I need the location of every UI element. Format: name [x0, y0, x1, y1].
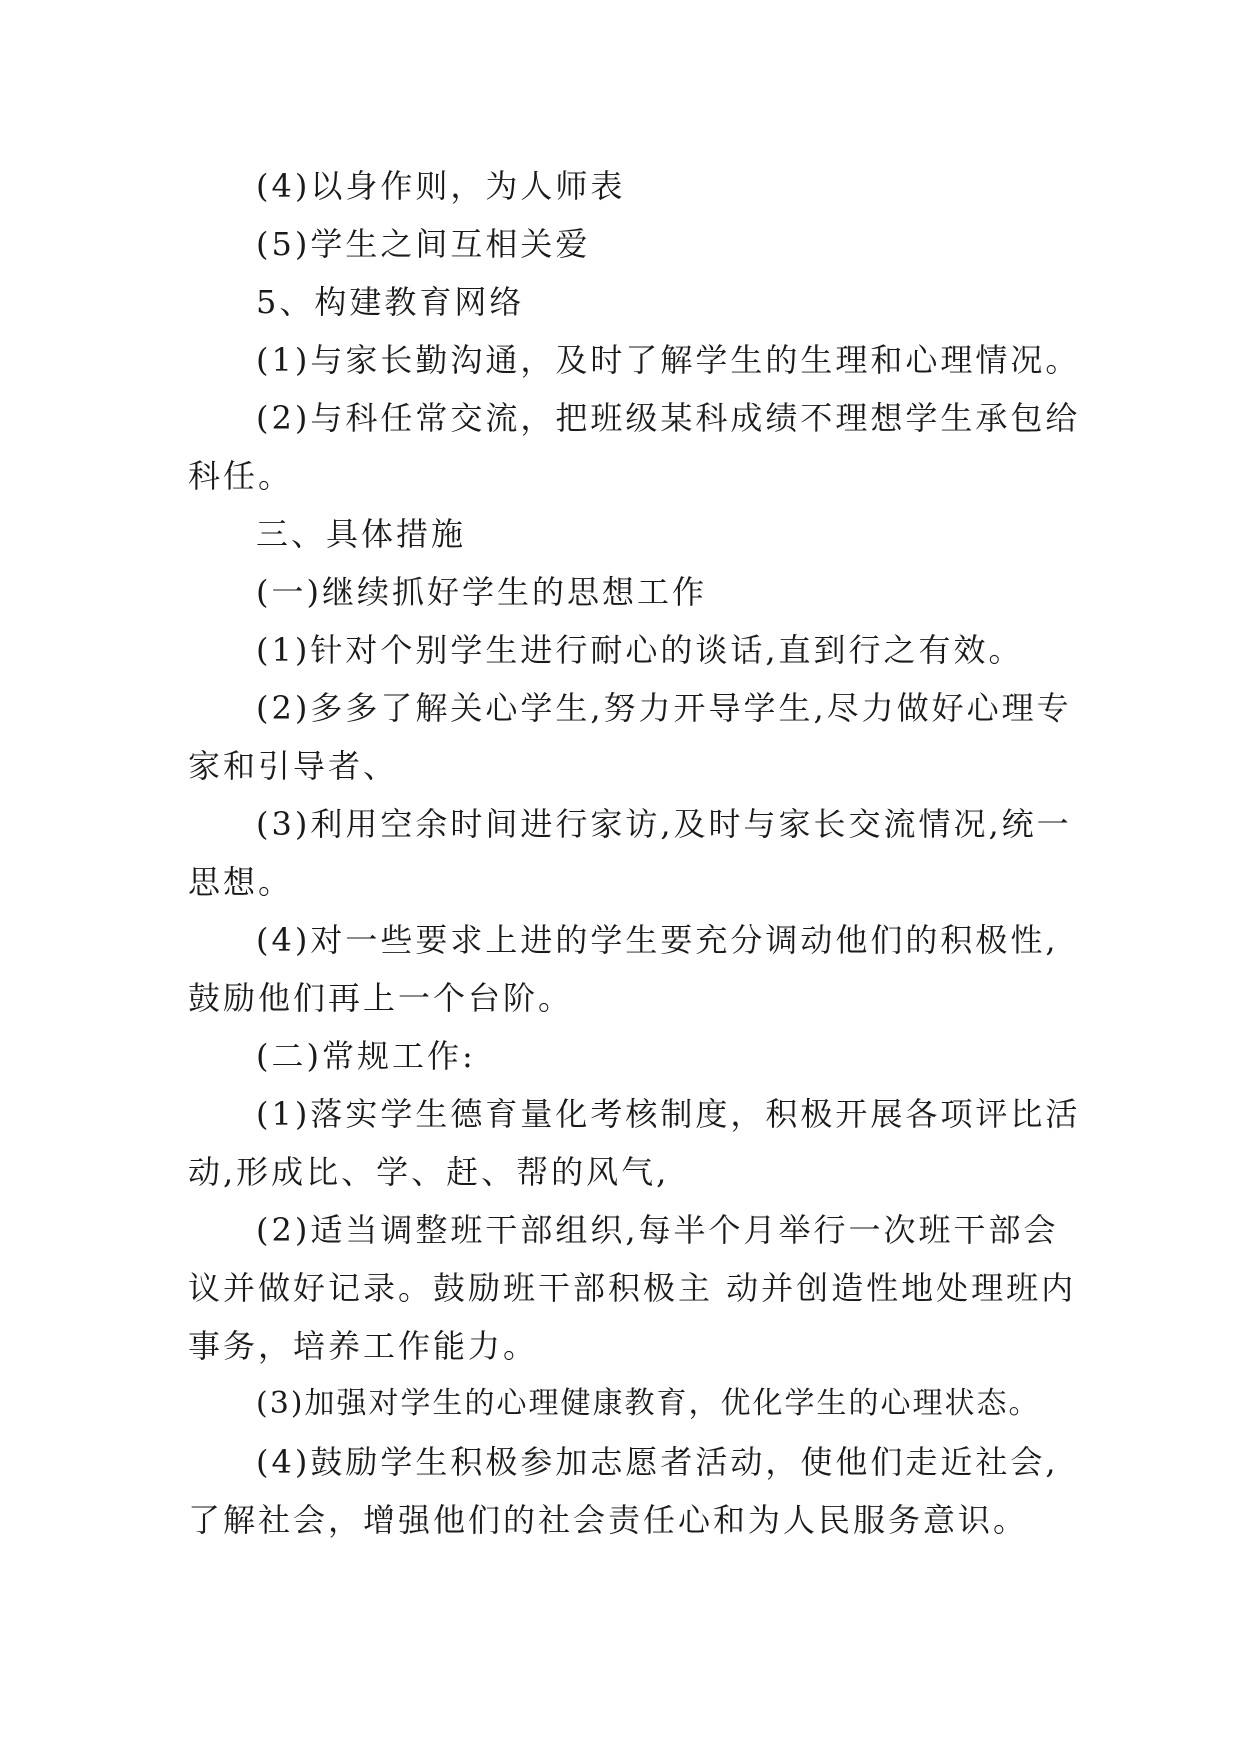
text-line: (1)针对个别学生进行耐心的谈话,直到行之有效。 [256, 631, 1024, 669]
text-line: (4)鼓励学生积极参加志愿者活动，使他们走近社会, [256, 1443, 1059, 1481]
section-heading: 三、具体措施 [256, 515, 467, 553]
text-line: 思想。 [188, 863, 294, 901]
text-line: (1)落实学生德育量化考核制度，积极开展各项评比活 [256, 1095, 1081, 1133]
text-line: 家和引导者、 [188, 747, 399, 785]
text-line: 科任。 [188, 457, 294, 495]
text-line: 动,形成比、学、赶、帮的风气, [188, 1153, 670, 1191]
subsection-heading: (二)常规工作: [256, 1037, 476, 1075]
text-line: (1)与家长勤沟通，及时了解学生的生理和心理情况。 [256, 341, 1081, 379]
text-line: (4)以身作则，为人师表 [256, 167, 626, 205]
text-line: 了解社会，增强他们的社会责任心和为人民服务意识。 [188, 1501, 1029, 1539]
text-line: (2)适当调整班干部组织,每半个月举行一次班干部会 [256, 1211, 1059, 1249]
text-line: (3)利用空余时间进行家访,及时与家长交流情况,统一 [256, 805, 1072, 843]
text-line: 鼓励他们再上一个台阶。 [188, 979, 574, 1017]
text-line: (3)加强对学生的心理健康教育，优化学生的心理状态。 [256, 1386, 1041, 1421]
text-line: 事务，培养工作能力。 [188, 1327, 539, 1365]
text-line: (4)对一些要求上进的学生要充分调动他们的积极性, [256, 921, 1059, 959]
text-line: (2)与科任常交流，把班级某科成绩不理想学生承包给 [256, 399, 1081, 437]
subsection-heading: (一)继续抓好学生的思想工作 [256, 573, 707, 611]
text-line: (5)学生之间互相关爱 [256, 225, 591, 263]
text-line: 议并做好记录。鼓励班干部积极主 动并创造性地处理班内 [188, 1269, 1077, 1307]
text-line: (2)多多了解关心学生,努力开导学生,尽力做好心理专 [256, 689, 1072, 727]
section-heading: 5、构建教育网络 [256, 283, 525, 321]
